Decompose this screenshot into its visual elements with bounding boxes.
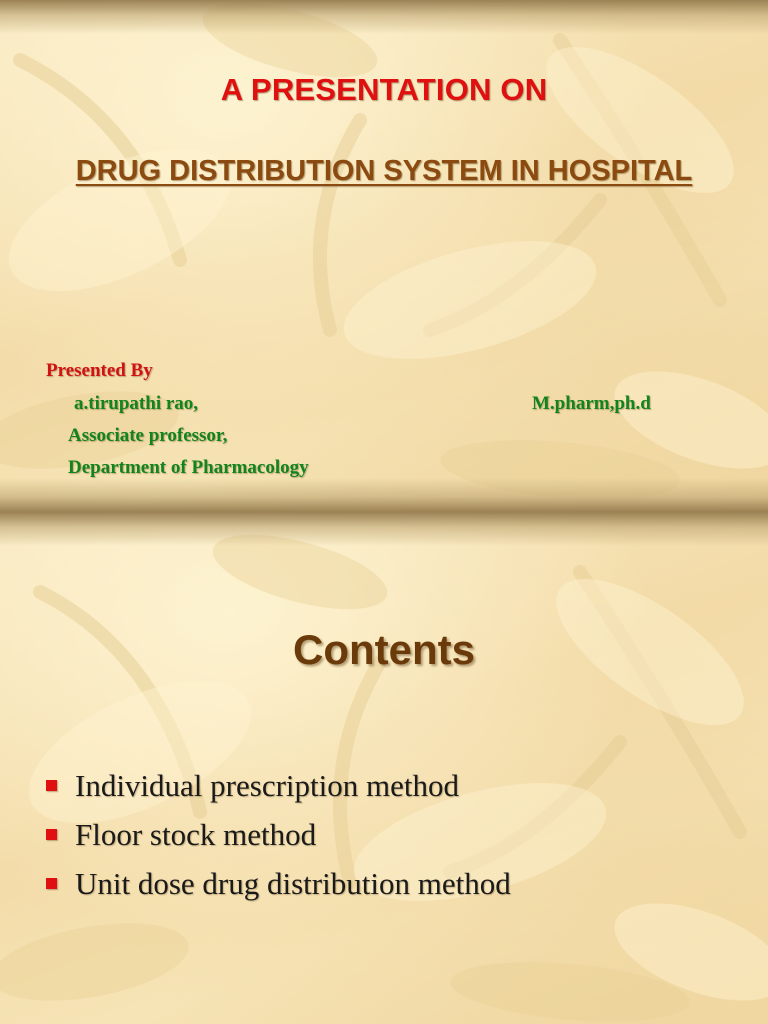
list-item-text: Individual prescription method <box>75 768 459 803</box>
top-shade <box>0 0 768 34</box>
presenter-position: Associate professor, <box>68 425 228 446</box>
presentation-heading: A PRESENTATION ON <box>220 72 548 107</box>
bottom-shade <box>0 478 768 512</box>
list-item-text: Unit dose drug distribution method <box>75 866 511 901</box>
presented-by-label: Presented By <box>46 360 153 381</box>
square-bullet-icon <box>46 780 57 791</box>
contents-title: Contents <box>293 626 475 673</box>
presentation-title: DRUG DISTRIBUTION SYSTEM IN HOSPITAL <box>75 155 693 187</box>
square-bullet-icon <box>46 829 57 840</box>
top-shade <box>0 512 768 546</box>
contents-slide <box>0 512 768 1024</box>
square-bullet-icon <box>46 878 57 889</box>
presenter-department: Department of Pharmacology <box>68 457 309 478</box>
list-item-text: Floor stock method <box>75 817 317 852</box>
presenter-degree: M.pharm,ph.d <box>532 393 651 414</box>
presenter-name: a.tirupathi rao, <box>74 393 199 414</box>
